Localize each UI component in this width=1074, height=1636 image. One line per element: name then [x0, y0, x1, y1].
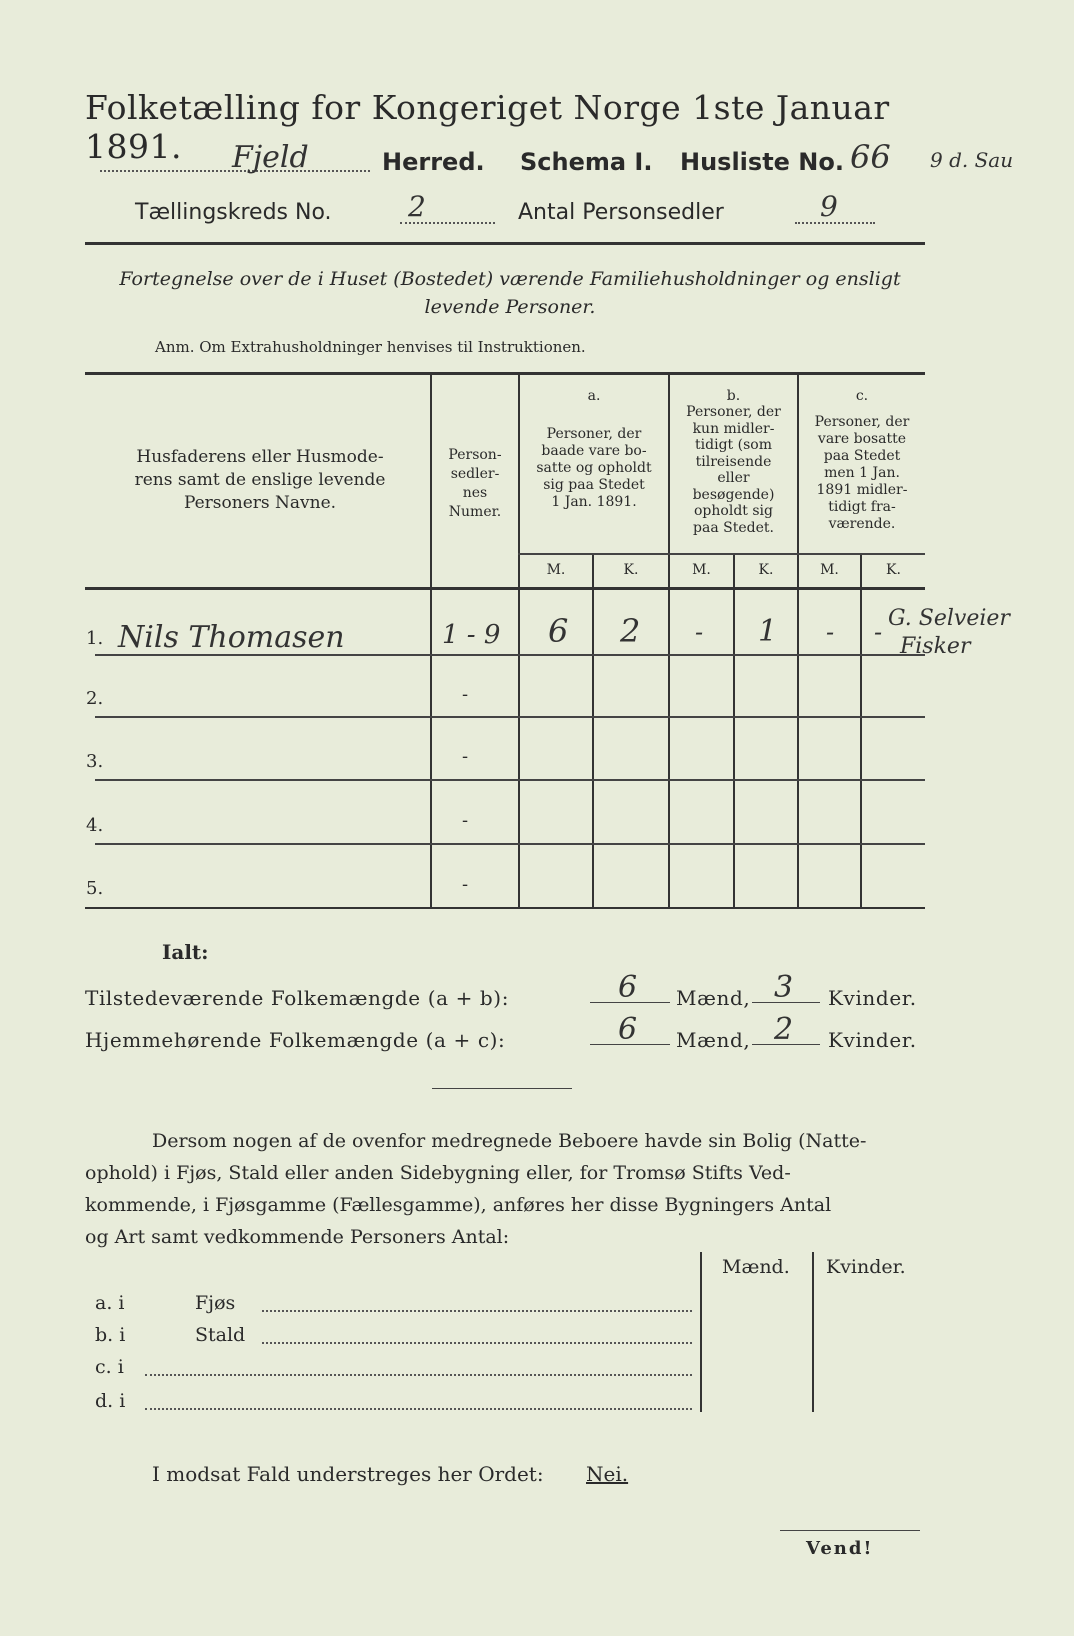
para-line-3: kommende, i Fjøsgamme (Fællesgamme), anføres her disse Bygningers Antal: [85, 1194, 832, 1216]
item-a-label: Fjøs: [195, 1292, 236, 1314]
total-1-kvinder: Kvinder.: [828, 986, 917, 1010]
col-numer-line: sedler-: [450, 466, 500, 482]
husliste-value: 66: [850, 138, 891, 176]
b-text-line: besøgende): [692, 486, 775, 503]
antal-value: 9: [820, 190, 838, 223]
col-numer-line: Numer.: [448, 504, 502, 520]
row-1-c-m: -: [826, 618, 835, 646]
row-1-note-2: Fisker: [900, 634, 971, 659]
row-5-numer: -: [462, 874, 469, 895]
row-1-b-m: -: [695, 618, 704, 646]
row-3-numer: -: [462, 746, 469, 767]
kreds-label: Tællingskreds No.: [135, 200, 332, 225]
row-1-name: Nils Thomasen: [118, 620, 345, 655]
col-names-line: rens samt de enslige levende: [134, 470, 386, 490]
schema-label: Schema I.: [520, 148, 653, 176]
row-1-numer: 1 - 9: [442, 620, 501, 650]
row-rule: [95, 716, 925, 718]
col-c-text: [799, 414, 925, 533]
intro-anm: Anm. Om Extrahusholdninger henvises til Instruktionen.: [155, 338, 586, 356]
b-text-line: Personer, der: [686, 404, 781, 420]
row-4-numer: -: [462, 810, 469, 831]
header-rule: [85, 242, 925, 245]
c-m-label: M.: [820, 562, 839, 578]
table-vline: [592, 555, 594, 909]
para-line-4: og Art samt vedkommende Personers Antal:: [85, 1226, 510, 1248]
col-c-label: c.: [855, 388, 869, 404]
c-text-line: vare bosatte: [817, 431, 907, 447]
intro-line-1: Fortegnelse over de i Huset (Bostedet) værende Familiehusholdninger og ensligt: [119, 268, 901, 290]
kreds-dotline: [400, 222, 495, 224]
para-line-2: ophold) i Fjøs, Stald eller anden Sidebygning eller, for Tromsø Stifts Ved-: [85, 1162, 791, 1184]
ialt-label: Ialt:: [162, 940, 209, 964]
total-1-m: 6: [618, 970, 638, 1005]
total-2-k: 2: [774, 1012, 794, 1047]
herred-label: Herred.: [382, 148, 485, 176]
c-k-label: K.: [886, 562, 901, 578]
husliste-label: Husliste No.: [680, 148, 844, 176]
row-2-num: 2.: [86, 688, 104, 709]
item-d-dots: [145, 1408, 692, 1410]
b-text-line: paa Stedet.: [693, 519, 774, 536]
item-b-dots: [262, 1342, 692, 1344]
vend-label: Vend!: [806, 1538, 874, 1559]
intro-line-2: levende Personer.: [424, 296, 596, 318]
vend-rule: [780, 1530, 920, 1531]
a-text-line: sig paa Stedet: [543, 477, 645, 493]
c-text-line: men 1 Jan.: [824, 465, 900, 481]
item-a-dots: [262, 1310, 692, 1312]
antal-label: Antal Personsedler: [518, 200, 724, 225]
c-text-line: tidigt fra-: [828, 499, 896, 515]
col-a-text: [520, 426, 668, 511]
col-names-line: Husfaderens eller Husmode-: [136, 447, 384, 467]
a-text-line: Personer, der: [546, 426, 642, 442]
col-numer-line: nes: [462, 485, 488, 501]
row-rule: [95, 779, 925, 781]
a-text-line: 1 Jan. 1891.: [551, 494, 637, 510]
c-text-line: paa Stedet: [823, 448, 901, 464]
col-numer-header: [432, 446, 518, 522]
item-c-dots: [145, 1374, 692, 1376]
c-text-line: 1891 midler-: [816, 482, 908, 498]
table-top-rule: [85, 372, 925, 375]
modsat-label: I modsat Fald understreges her Ordet:: [152, 1462, 544, 1486]
col-numer-line: Person-: [448, 447, 502, 463]
b-text-line: kun midler-: [692, 420, 775, 437]
col-names-header: [95, 446, 425, 515]
husliste-note: 9 d. Sau: [930, 148, 1014, 172]
table-header-rule: [85, 587, 925, 590]
b-text-line: opholdt sig: [694, 503, 773, 519]
total-2-label: Hjemmehørende Folkemængde (a + c):: [85, 1028, 506, 1052]
bottom-vline: [812, 1252, 814, 1412]
total-2-kvinder: Kvinder.: [828, 1028, 917, 1052]
c-text-line: værende.: [828, 516, 896, 532]
b-text-line: eller: [717, 470, 750, 486]
row-5-num: 5.: [86, 878, 104, 899]
row-1-b-k: 1: [758, 614, 778, 649]
row-1-a-k: 2: [620, 612, 641, 650]
row-2-numer: -: [462, 684, 469, 705]
antal-dotline: [795, 222, 875, 224]
bottom-vline: [700, 1252, 702, 1412]
col-b-label: b.: [726, 388, 741, 404]
b-k-label: K.: [758, 562, 774, 578]
kvinder-header: Kvinder.: [826, 1256, 906, 1278]
modsat-word: Nei.: [586, 1462, 629, 1486]
a-k-label: K.: [623, 562, 639, 578]
row-4-num: 4.: [86, 815, 104, 836]
a-m-label: M.: [546, 562, 566, 578]
row-3-num: 3.: [86, 751, 104, 772]
row-rule: [95, 843, 925, 845]
table-bottom-rule: [85, 907, 925, 909]
total-1-label: Tilstedeværende Folkemængde (a + b):: [85, 986, 510, 1010]
form-title: Folketælling for Kongeriget Norge 1ste Januar 1891.: [85, 88, 890, 166]
kreds-value: 2: [408, 190, 426, 223]
row-1-c-k: -: [874, 618, 883, 646]
col-b-text: [670, 404, 797, 536]
maend-header: Mænd.: [722, 1256, 790, 1278]
table-vline: [860, 555, 862, 909]
col-a-label: a.: [587, 388, 601, 404]
mk-rule: [518, 553, 925, 555]
item-c-letter: c. i: [95, 1356, 124, 1378]
herred-value: Fjeld: [232, 140, 309, 175]
item-a-letter: a. i: [95, 1292, 125, 1314]
table-vline: [733, 555, 735, 909]
a-text-line: baade vare bo-: [541, 443, 647, 459]
row-1-a-m: 6: [548, 612, 569, 650]
total-1-k: 3: [774, 970, 794, 1005]
total-2-m: 6: [618, 1012, 638, 1047]
separator: [432, 1088, 572, 1089]
row-1-note-1: G. Selveier: [888, 606, 1010, 631]
c-text-line: Personer, der: [814, 414, 910, 430]
b-m-label: M.: [692, 562, 711, 578]
total-1-maend: Mænd,: [676, 986, 751, 1010]
b-text-line: tidigt (som: [695, 437, 772, 453]
a-text-line: satte og opholdt: [536, 460, 652, 476]
item-d-letter: d. i: [95, 1390, 126, 1412]
row-1-num: 1.: [86, 628, 104, 649]
item-b-letter: b. i: [95, 1324, 126, 1346]
total-2-maend: Mænd,: [676, 1028, 751, 1052]
b-text-line: tilreisende: [695, 453, 772, 470]
item-b-label: Stald: [195, 1324, 246, 1346]
col-names-line: Personers Navne.: [183, 493, 337, 513]
para-line-1: Dersom nogen af de ovenfor medregnede Beboere havde sin Bolig (Natte-: [152, 1130, 867, 1152]
